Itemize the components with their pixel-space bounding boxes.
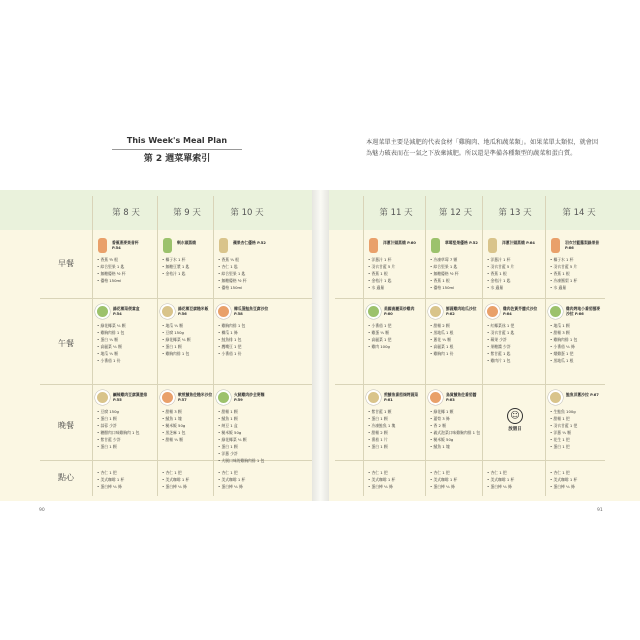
- ingredient-item: • 蛋白棒 ⅓ 條: [218, 483, 278, 490]
- ingredient-item: • 義式泡菜口味雞胸肉排 1 包: [430, 429, 483, 436]
- ingredient-list: [97, 469, 157, 490]
- dish-header: [216, 304, 278, 319]
- ingredient-item: • 杏仁 1 把: [218, 469, 278, 476]
- meal-cell: [428, 466, 483, 490]
- ingredient-item: • 美式咖啡 1 杯: [162, 476, 214, 483]
- meal-cell: [216, 466, 278, 490]
- ingredient-list: [368, 469, 426, 490]
- column-divider: [92, 196, 93, 496]
- dish-header: [428, 304, 483, 319]
- ingredient-item: • 高麗菜 1 把: [368, 336, 426, 343]
- ingredient-item: • 蒜蓉 少許: [97, 422, 157, 429]
- ingredient-item: • 無糖豆漿 1 匙: [162, 263, 214, 270]
- dish-photo-icon: [431, 238, 440, 253]
- ingredient-item: • 綠花椰菜 ⅓ 顆: [162, 336, 214, 343]
- meal-cell: [216, 238, 278, 291]
- ingredient-item: • 香蕉 ½ 根: [97, 256, 157, 263]
- ingredient-item: • 雞肉 100g: [368, 343, 426, 350]
- ingredient-item: • 香蕉 1 根: [368, 270, 426, 277]
- ingredient-item: • 甜椒 2 顆: [368, 429, 426, 436]
- meal-cell: [95, 466, 157, 490]
- dish-header: [428, 390, 483, 405]
- ingredient-item: • 羽衣甘藍 5 片: [487, 263, 545, 270]
- smile-icon: ☺: [507, 408, 523, 424]
- ingredient-list: [218, 256, 278, 291]
- dish-name: 綠花椰豆腐糙米飯 P.56: [178, 306, 209, 316]
- ingredient-list: [218, 322, 278, 357]
- ingredient-item: • 小番茄 1 份: [97, 357, 157, 364]
- ingredient-item: • 綠花椰菜 ⅓ 顆: [97, 322, 157, 329]
- dish-header: [485, 304, 545, 319]
- ingredient-item: • 綠花椰 1 顆: [430, 408, 483, 415]
- dish-photo-icon: [548, 304, 563, 319]
- ingredient-item: • 水 適量: [550, 284, 610, 291]
- ingredient-item: • 櫛瓜 1 條: [218, 329, 278, 336]
- dish-photo-icon: [428, 390, 443, 405]
- row-divider: [40, 384, 312, 385]
- meal-cell: [366, 304, 426, 350]
- dish-header: [216, 390, 278, 405]
- ingredient-item: • 燉雞蛋 1 把: [550, 350, 610, 357]
- ingredient-item: • 香蕉 1 根: [550, 270, 610, 277]
- ingredient-item: • 甜椒 2 顆: [430, 322, 483, 329]
- day-off-label: 放假日: [508, 427, 522, 432]
- dish-name: 綠花椰菜便當盒 P.54: [113, 306, 140, 316]
- ingredient-item: • 杏仁 1 把: [487, 469, 545, 476]
- ingredient-item: • 杏仁 1 把: [550, 469, 610, 476]
- meal-cell: [548, 390, 610, 450]
- dish-photo-icon: [95, 304, 110, 319]
- ingredient-list: [97, 256, 157, 284]
- ingredient-list: [97, 408, 157, 450]
- ingredient-item: • 香蕉 ⅓ 根: [218, 256, 278, 263]
- dish-photo-icon: [369, 238, 378, 253]
- ingredient-item: • 地瓜 1 顆: [550, 322, 610, 329]
- dish-photo-icon: [366, 390, 381, 405]
- dish-photo-icon: [366, 304, 381, 319]
- ingredient-item: • 鯖魚 1 塊: [162, 415, 214, 422]
- dish-header: [95, 304, 157, 319]
- ingredient-item: • 小番茄 1 份: [218, 350, 278, 357]
- meal-cell: [216, 390, 278, 464]
- ingredient-item: • 果糖醬 少許: [487, 343, 545, 350]
- ingredient-list: [162, 408, 214, 443]
- meal-cell: [95, 304, 157, 364]
- ingredient-item: • 鮭魚排 1 包: [218, 336, 278, 343]
- meal-cell: [366, 390, 426, 450]
- meal-cell: [366, 466, 426, 490]
- dish-photo-icon: [488, 238, 497, 253]
- intro-text: 本週菜單主要是減肥的代表食材「雞胸肉、地瓜和蔬菜類」。如果菜單太類似，就會因為魅力破表而在一氣之下放棄減肥。所以還是準備各種類型的蔬菜和蛋白質。: [366, 139, 599, 157]
- ingredient-item: • 番茄 1 片: [368, 436, 426, 443]
- ingredient-item: • 甜椒 3 顆: [550, 329, 610, 336]
- ingredient-item: • 地瓜 ⅓ 顆: [162, 322, 214, 329]
- ingredient-item: • 綠花椰菜 ⅓ 顆: [218, 436, 278, 443]
- ingredient-item: • 紅椰菜丝 1 把: [487, 322, 545, 329]
- dish-header: [160, 390, 214, 405]
- ingredient-item: • 火腿口味的雞胸肉排 1 包: [218, 457, 278, 464]
- meal-label: 點心: [58, 473, 74, 482]
- meal-label: 晚餐: [58, 421, 74, 430]
- dish-name: 羽衣甘藍鳳梨綠果昔 P.66: [565, 240, 600, 250]
- meal-cell: [428, 238, 483, 291]
- ingredient-item: • 黑芝麻 1 包: [162, 429, 214, 436]
- ingredient-item: • 綜合堅果 1 匙: [430, 263, 483, 270]
- ingredient-item: • 美式咖啡 1 杯: [487, 476, 545, 483]
- ingredient-item: • 鯖魚 1 顆: [218, 415, 278, 422]
- page-number-left: 90: [39, 508, 45, 513]
- ingredient-item: • 美式咖啡 1 杯: [368, 476, 426, 483]
- title-en: This Week's Meal Plan: [126, 136, 228, 145]
- meal-cell: [428, 304, 483, 357]
- ingredient-list: [487, 322, 545, 364]
- dish-name: 洋蔥汁頭蒸燒 P.60: [383, 240, 416, 245]
- ingredient-item: • 甜椒 1 把: [550, 415, 610, 422]
- ingredient-item: • 小番茄 1 把: [368, 322, 426, 329]
- book-gutter: [312, 190, 329, 501]
- meal-label: 早餐: [58, 259, 74, 268]
- ingredient-item: • 蛋白 1 顆: [97, 415, 157, 422]
- ingredient-item: • 高麗菜 1 根: [430, 343, 483, 350]
- ingredient-item: • 蛋白棒 ⅓ 條: [97, 483, 157, 490]
- ingredient-item: • 優格 150ml: [97, 277, 157, 284]
- dish-name: 櫛瓜蛋鮭魚豆腐沙拉 P.58: [234, 306, 269, 316]
- meal-cell: [216, 304, 278, 357]
- ingredient-list: [368, 408, 426, 450]
- row-divider: [40, 298, 312, 299]
- ingredient-item: • 糙米飯 50g: [218, 429, 278, 436]
- ingredient-item: • 無糖優格 ½ 杯: [430, 270, 483, 277]
- ingredient-item: • 香蕉 1 根: [430, 277, 483, 284]
- meal-cell: [428, 390, 483, 450]
- title-zh: 第 2 週菜單索引: [143, 154, 211, 164]
- meal-cell: [548, 304, 610, 364]
- day-header-8: 第 8 天: [112, 208, 140, 218]
- ingredient-list: [218, 408, 278, 464]
- meal-cell: [485, 304, 545, 364]
- ingredient-item: • 無糖優格 ½ 杯: [218, 277, 278, 284]
- ingredient-item: • 冷凍鳳梨 1 杯: [550, 277, 610, 284]
- ingredient-list: [550, 408, 610, 450]
- dish-header: [548, 238, 610, 253]
- ingredient-list: [162, 256, 214, 277]
- ingredient-item: • 洋蔥 少許: [218, 450, 278, 457]
- page-number-right: 91: [597, 508, 603, 513]
- ingredient-item: • 蛋白 1 顆: [97, 443, 157, 450]
- ingredient-item: • 香蕉 1 根: [487, 270, 545, 277]
- ingredient-item: • 糖醋肉口味雞胸肉 1 包: [97, 429, 157, 436]
- ingredient-item: • 椰子水 1 杯: [550, 256, 610, 263]
- day-header-12: 第 12 天: [438, 208, 473, 218]
- column-divider: [545, 196, 546, 496]
- ingredient-item: • 優格 150ml: [218, 284, 278, 291]
- day-header-9: 第 9 天: [173, 208, 201, 218]
- dish-name: 洋蔥汁頭蒸燒 P.64: [502, 240, 535, 245]
- ingredient-item: • 冷凍鮭魚 1 塊: [368, 422, 426, 429]
- ingredient-item: • 鷹嘴豆 1 把: [218, 343, 278, 350]
- ingredient-list: [487, 256, 545, 291]
- dish-photo-icon: [160, 304, 175, 319]
- ingredient-list: [550, 469, 610, 490]
- meal-cell: [366, 238, 426, 291]
- ingredient-list: [430, 256, 483, 291]
- ingredient-item: • 杏仁 1 把: [430, 469, 483, 476]
- dish-header: [216, 238, 278, 253]
- ingredient-item: • 黑地瓜 1 根: [430, 329, 483, 336]
- dish-header: [366, 238, 426, 253]
- dish-name: 剩水頭蒸燒: [177, 240, 196, 245]
- ingredient-item: • 美式咖啡 1 杯: [218, 476, 278, 483]
- ingredient-item: • 生鮭魚 100g: [550, 408, 610, 415]
- ingredient-item: • 綜合堅果 1 匙: [218, 270, 278, 277]
- dish-photo-icon: [548, 390, 563, 405]
- ingredient-item: • 糙米飯 50g: [162, 422, 214, 429]
- header-left: [112, 136, 242, 165]
- dish-name: 美國高麗菜炒雞肉 P.60: [384, 306, 415, 316]
- dish-name: 煎鯖魚番茄焗烤蔬菜 P.61: [384, 392, 419, 402]
- ingredient-item: • 蛋白棒 ⅓ 條: [487, 483, 545, 490]
- dish-photo-icon: [216, 390, 231, 405]
- ingredient-list: [97, 322, 157, 364]
- ingredient-list: [368, 322, 426, 350]
- day-header-13: 第 13 天: [498, 208, 532, 218]
- meal-cell: [160, 304, 214, 357]
- ingredient-item: • 羽衣甘藍 1 匙: [487, 329, 545, 336]
- day-header-14: 第 14 天: [562, 208, 596, 218]
- dish-name: 香蕉燕麥果昔杯 P.54: [112, 240, 139, 250]
- ingredient-item: • 洋蔥汁 1 杯: [368, 256, 426, 263]
- ingredient-item: • 冷凍草莓 7 顆: [430, 256, 483, 263]
- dish-photo-icon: [428, 304, 443, 319]
- meal-cell: [95, 238, 157, 284]
- ingredient-item: • 杏仁 1 把: [97, 469, 157, 476]
- ingredient-item: • 羽衣甘藍 1 把: [550, 422, 610, 429]
- dish-header: [428, 238, 483, 253]
- ingredient-item: • 高麗菜 ⅓ 顆: [97, 343, 157, 350]
- dish-photo-icon: [551, 238, 560, 253]
- ingredient-item: • 糙米飯 50g: [430, 436, 483, 443]
- ingredient-item: • 紫甘藍 1 顆: [368, 408, 426, 415]
- dish-header: [366, 390, 426, 405]
- ingredient-item: • 蛋白 1 顆: [162, 343, 214, 350]
- meal-cell: [548, 466, 610, 490]
- ingredient-item: • 雞胸肉 1 份: [430, 350, 483, 357]
- ingredient-list: [430, 408, 483, 450]
- dish-header: [160, 238, 214, 253]
- ingredient-item: • 蛋白棒 ⅓ 條: [550, 483, 610, 490]
- ingredient-list: [162, 322, 214, 357]
- day-header-10: 第 10 天: [230, 208, 264, 218]
- ingredient-item: • 無糖優格 ½ 杯: [97, 270, 157, 277]
- dish-name: 烏貨鯖魚佐番茄醬 P.63: [446, 392, 477, 402]
- ingredient-item: • 蛋白棒 ⅓ 條: [368, 483, 426, 490]
- meal-cell: [485, 238, 545, 291]
- meal-cell: [485, 390, 545, 433]
- ingredient-item: • 優格 150ml: [430, 284, 483, 291]
- dish-name: 鮭魚洋蔥沙拉 P.67: [566, 392, 599, 397]
- ingredient-item: • 金桔汁 1 匙: [487, 277, 545, 284]
- ingredient-list: [162, 469, 214, 490]
- meal-cell: [485, 466, 545, 490]
- ingredient-item: • 蛋白 1 顆: [368, 443, 426, 450]
- ingredient-item: • 杏仁 1 把: [162, 469, 214, 476]
- column-divider: [363, 196, 364, 496]
- ingredient-item: • 香 2 顆: [430, 422, 483, 429]
- ingredient-list: [430, 322, 483, 357]
- ingredient-item: • 蘋果 少許: [487, 336, 545, 343]
- ingredient-item: • 雞胸肉排 1 包: [97, 329, 157, 336]
- ingredient-item: • 雞胸肉排 1 包: [162, 350, 214, 357]
- dish-header: [548, 304, 610, 319]
- dish-photo-icon: [160, 390, 175, 405]
- row-divider: [335, 384, 605, 385]
- column-divider: [157, 196, 158, 496]
- ingredient-item: • 水 適量: [487, 284, 545, 291]
- ingredient-item: • 金桔汁 1 匙: [162, 270, 214, 277]
- dish-header: [95, 238, 157, 253]
- ingredient-list: [368, 256, 426, 291]
- dish-photo-icon: [216, 304, 231, 319]
- dish-name: 鹹辣雞肉豆腐漢堡排 P.55: [113, 392, 148, 402]
- ingredient-item: • 雞胸肉排 1 包: [550, 336, 610, 343]
- dish-photo-icon: [95, 390, 110, 405]
- ingredient-item: • 紫甘藍 少許: [97, 436, 157, 443]
- ingredient-item: • 雞肉片 1 包: [487, 357, 545, 364]
- ingredient-item: • 蛋白棒 ⅓ 條: [162, 483, 214, 490]
- ingredient-item: • 羽衣甘藍 5 片: [550, 263, 610, 270]
- ingredient-list: [430, 469, 483, 490]
- meal-cell: [548, 238, 610, 291]
- ingredient-list: [218, 469, 278, 490]
- ingredient-item: • 黑地瓜 1 根: [550, 357, 610, 364]
- row-divider: [335, 298, 605, 299]
- ingredient-list: [550, 322, 610, 364]
- day-header-11: 第 11 天: [379, 208, 413, 218]
- dish-name: 火腿雞肉炒全麥麵 P.59: [234, 392, 265, 402]
- ingredient-item: • 蛋白 ⅓ 顆: [97, 336, 157, 343]
- ingredient-item: • 洋蔥汁 1 杯: [487, 256, 545, 263]
- ingredient-item: • 椰子水 1 杯: [162, 256, 214, 263]
- dish-name: 草莓堅果優格 P.52: [445, 240, 478, 245]
- dish-header: [160, 304, 214, 319]
- ingredient-item: • 雞蛋 ⅓ 顆: [368, 329, 426, 336]
- ingredient-item: • 甜椒 1 顆: [218, 408, 278, 415]
- ingredient-item: • 豆腐 150g: [162, 329, 214, 336]
- row-divider: [335, 460, 605, 461]
- ingredient-item: • 綜合堅果 1 匙: [97, 263, 157, 270]
- ingredient-item: • 紫甘藍 1 匙: [487, 350, 545, 357]
- ingredient-item: • 納豆 1 盒: [218, 422, 278, 429]
- dish-header: [485, 238, 545, 253]
- dish-name: 軟煎鯖魚佐糙米沙拉 P.57: [178, 392, 213, 402]
- ingredient-item: • 豆腐 150g: [97, 408, 157, 415]
- ingredient-item: • 鯖魚 1 塊: [430, 443, 483, 450]
- ingredient-item: • 蛋白 1 把: [550, 443, 610, 450]
- ingredient-item: • 蘆筍 3 條: [430, 415, 483, 422]
- dish-name: 蘋果杏仁優格 P.52: [233, 240, 266, 245]
- ingredient-item: • 蔥花 ⅓ 顆: [430, 336, 483, 343]
- ingredient-item: • 羽衣甘藍 5 片: [368, 263, 426, 270]
- ingredient-item: • 蛋白 1 顆: [218, 443, 278, 450]
- ingredient-item: • 蛋白棒 ⅓ 條: [430, 483, 483, 490]
- dish-name: 雞肉佐黃芥醬式沙拉 P.64: [503, 306, 538, 316]
- dish-header: [366, 304, 426, 319]
- meal-cell: [160, 466, 214, 490]
- ingredient-list: [487, 469, 545, 490]
- dish-header: [95, 390, 157, 405]
- dish-photo-icon: [219, 238, 228, 253]
- ingredient-item: • 美式咖啡 1 杯: [97, 476, 157, 483]
- ingredient-item: • 金桔汁 1 匙: [368, 277, 426, 284]
- ingredient-item: • 雞胸肉排 1 包: [218, 322, 278, 329]
- ingredient-item: • 地瓜 ⅓ 顆: [97, 350, 157, 357]
- title-rule: [112, 149, 242, 150]
- ingredient-item: • 甜椒 ⅓ 顆: [162, 436, 214, 443]
- ingredient-list: [550, 256, 610, 291]
- ingredient-item: • 杏仁 1 把: [368, 469, 426, 476]
- ingredient-item: • 花生 1 把: [550, 436, 610, 443]
- ingredient-item: • 水 適量: [368, 284, 426, 291]
- dish-header: [548, 390, 610, 405]
- ingredient-item: • 杏仁 1 匙: [218, 263, 278, 270]
- ingredient-item: • 甜椒 3 顆: [162, 408, 214, 415]
- meal-cell: [160, 238, 214, 277]
- ingredient-item: • 美式咖啡 1 杯: [430, 476, 483, 483]
- meal-cell: [95, 390, 157, 450]
- dish-photo-icon: [98, 238, 107, 253]
- ingredient-item: • 小番茄 ⅓ 條: [550, 343, 610, 350]
- ingredient-item: • 洋蔥 ⅓ 顆: [550, 429, 610, 436]
- meal-label: 午餐: [58, 339, 74, 348]
- meal-cell: [160, 390, 214, 443]
- dish-photo-icon: [163, 238, 172, 253]
- ingredient-item: • 蛋白 1 顆: [368, 415, 426, 422]
- ingredient-item: • 美式咖啡 1 杯: [550, 476, 610, 483]
- dish-photo-icon: [485, 304, 500, 319]
- dish-name: 鮮蔬雞肉地瓜沙拉 P.62: [446, 306, 477, 316]
- dish-name: 雞肉烤地小番茄藜麥沙拉 P.66: [566, 306, 601, 316]
